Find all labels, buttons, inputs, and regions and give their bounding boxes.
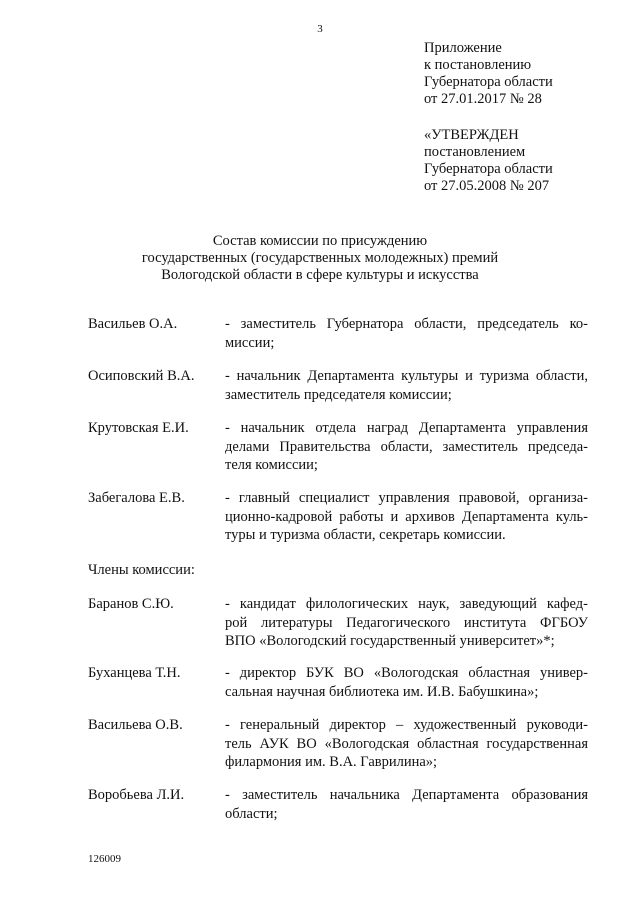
title-line: государственных (государственных молодежных) премий xyxy=(141,250,499,266)
members-heading: Члены комиссии: xyxy=(88,562,195,578)
member-name: Забегалова Е.В. xyxy=(88,490,185,506)
role-line: - заместитель начальника Департамента образования xyxy=(225,787,588,803)
document-title xyxy=(0,233,640,284)
role-line: - начальник отдела наград Департамента управления xyxy=(225,420,588,436)
member-role xyxy=(225,664,588,701)
role-line: заместитель председателя комиссии; xyxy=(225,386,452,403)
role-line: - заместитель Губернатора области, председатель ко- xyxy=(225,316,588,332)
member-role xyxy=(225,595,588,651)
role-line: тель АУК ВО «Вологодская областная государственная xyxy=(225,735,588,752)
role-line: - кандидат филологических наук, заведующий кафед- xyxy=(225,596,588,612)
member-name: Осиповский В.А. xyxy=(88,368,195,384)
member-role xyxy=(225,419,588,475)
role-line: филармония им. В.А. Гаврилина»; xyxy=(225,754,438,770)
commission-entry xyxy=(88,595,588,651)
member-name: Васильева О.В. xyxy=(88,717,183,733)
commission-entry xyxy=(88,664,588,701)
approved-line: Губернатора области xyxy=(424,161,553,177)
member-role xyxy=(225,786,588,823)
title-line: Вологодской области в сфере культуры и искусства xyxy=(161,267,479,283)
commission-entry xyxy=(88,367,588,404)
member-name: Васильев О.А. xyxy=(88,316,178,332)
role-line: туры и туризма области, секретарь комиссии. xyxy=(225,527,506,543)
role-line: - генеральный директор – художественный руководи- xyxy=(225,717,588,733)
title-line: Состав комиссии по присуждению xyxy=(212,233,428,249)
member-role xyxy=(225,489,588,545)
appendix-line: к постановлению xyxy=(424,57,532,73)
role-line: - начальник Департамента культуры и туризма области, xyxy=(225,368,588,384)
commission-entry xyxy=(88,716,588,772)
role-line: рой литературы Педагогического института ФГБОУ xyxy=(225,614,588,631)
appendix-line: Губернатора области xyxy=(424,74,553,90)
member-role xyxy=(225,315,588,352)
approved-line: от 27.05.2008 № 207 xyxy=(424,178,550,194)
approved-line: «УТВЕРЖДЕН xyxy=(424,127,519,143)
approved-line: постановлением xyxy=(424,144,526,160)
role-line: миссии; xyxy=(225,334,275,351)
role-line: - директор БУК ВО «Вологодская областная универ- xyxy=(225,665,588,681)
role-line: области; xyxy=(225,805,278,822)
appendix-line: Приложение xyxy=(424,40,502,56)
member-name: Воробьева Л.И. xyxy=(88,787,185,803)
role-line: ционно-кадровой работы и архивов Департамента куль- xyxy=(225,508,588,525)
page-number: 3 xyxy=(317,23,323,35)
role-line: - главный специалист управления правовой, организа- xyxy=(225,490,588,506)
approved-block xyxy=(424,127,553,195)
member-role xyxy=(225,367,588,404)
appendix-line: от 27.01.2017 № 28 xyxy=(424,91,542,107)
role-line: делами Правительства области, заместитель председа- xyxy=(225,438,588,455)
role-line: ВПО «Вологодский государственный университет»*; xyxy=(225,633,555,649)
document-code: 126009 xyxy=(88,853,121,865)
commission-entry xyxy=(88,489,588,545)
commission-entry xyxy=(88,786,588,823)
member-name: Крутовская Е.И. xyxy=(88,420,189,436)
member-role xyxy=(225,716,588,772)
appendix-block xyxy=(424,40,553,108)
commission-entry xyxy=(88,315,588,352)
role-line: сальная научная библиотека им. И.В. Бабушкина»; xyxy=(225,683,539,700)
member-name: Баранов С.Ю. xyxy=(88,596,174,612)
member-name: Буханцева Т.Н. xyxy=(88,665,181,681)
role-line: теля комиссии; xyxy=(225,457,318,473)
commission-entry xyxy=(88,419,588,475)
